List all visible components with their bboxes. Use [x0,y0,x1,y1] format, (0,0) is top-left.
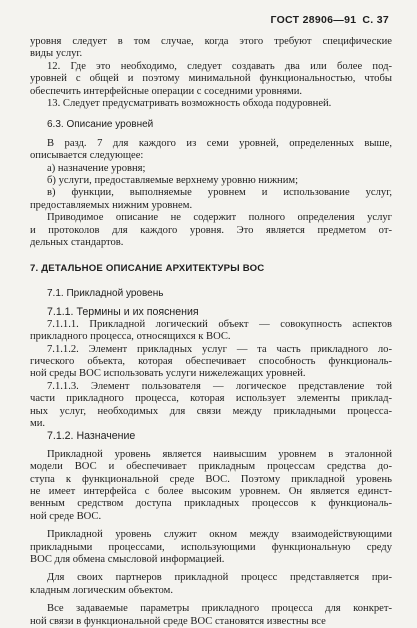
text-line: ной среде ВОС. [30,510,102,522]
text-line: уровней с общей и поэтому минимальной функциональностью, чтобы [30,73,392,85]
text-line: Прикладной уровень служит окном между взаимодействующими [47,529,392,541]
text-line: Для своих партнеров прикладной процесс представляется при- [47,572,392,584]
paragraph [30,150,392,162]
paragraph [30,572,392,584]
text-line: Прикладной уровень является наивысшим уровнем в эталонной [47,448,392,460]
paragraph [30,449,392,461]
text-line: обеспечить интерфейсные операции с соседними уровнями. [30,85,303,97]
text-line: б) услуги, предоставляемые верхнему уровню нижним; [47,175,299,187]
paragraph [30,603,392,615]
text-line: уровня следует в том случае, когда этого требуют специфические [30,36,392,47]
section-heading [30,306,392,318]
text-line: не имеет интерфейса с более высоким уровнем. Он является единст- [30,486,392,497]
paragraph [30,585,392,597]
paragraph [30,393,392,430]
text-line: прикладного процесса, относящихся к ВОС. [30,331,231,343]
text-line: Приводимое описание не содержит полного определения услуг [47,212,392,224]
text-line: модели ВОС и обеспечивает прикладным процессам средства до- [30,461,392,473]
text-line: В разд. 7 для каждого из семи уровней, определенных выше, [47,137,392,149]
page-number: С. 37 [362,14,389,26]
paragraph [30,73,392,98]
text-line: ступа к функциональной среде ВОС. Поэтому прикладной уровень [30,473,392,485]
text-line: дельных стандартов. [30,237,124,249]
text-line: а) назначение уровня; [47,162,146,174]
paragraph [30,381,392,393]
text-line: 7.1.2. Назначение [47,430,136,443]
text-line: ной среды ВОС использовать услуги нижележащих уровней. [30,368,306,380]
spacer [30,275,392,288]
section-heading [30,119,392,131]
text-line: виды услуг. [30,48,83,60]
paragraph [30,98,392,110]
text-line: 6.3. Описание уровней [47,119,154,131]
paragraph [30,187,392,199]
text-line: 13. Следует предусматривать возможность обхода подуровней. [47,98,332,110]
spacer [30,250,392,263]
text-line: 12. Где это необходимо, следует создавать два или более под- [47,60,392,72]
paragraph [30,542,392,567]
text-line: 7.1.1.3. Элемент пользователя — логическое представление той [47,380,392,392]
text-line: ВОС для обмена смысловой информацией. [30,554,225,566]
text-line: части прикладного процесса, которая использует элементы приклад- [30,393,392,405]
text-line: 7.1.1.2. Элемент прикладных услуг — та часть прикладного ло- [47,343,392,355]
paragraph [30,61,392,73]
paragraph [30,344,392,356]
paragraph [30,212,392,224]
text-line: ных услуг, необходимых для связи между прикладными процесса- [30,405,392,417]
chapter-heading [30,263,392,275]
text-line: Все задаваемые параметры прикладного процесса для конкрет- [47,603,392,615]
text-line: ной связи в функциональной среде ВОС становятся известны все [30,615,326,627]
text-line: прикладными процессами, использующими функциональную среду [30,541,392,553]
text-line: предоставляемых нижним уровнем. [30,199,193,211]
text-line: и протоколов для каждого уровня. Это является предметом от- [30,224,392,236]
paragraph [30,36,392,61]
text-line: 7.1. Прикладной уровень [47,287,164,299]
spacer [30,110,392,119]
paragraph [30,319,392,331]
text-line: описывается следующее: [30,150,144,162]
paragraph [30,461,392,523]
text-line: 7. ДЕТАЛЬНОЕ ОПИСАНИЕ АРХИТЕКТУРЫ ВОС [30,262,265,274]
text-line: гического объекта, которая обеспечивает способность функциональ- [30,355,392,367]
paragraph [30,163,392,175]
paragraph [30,225,392,250]
document-body [30,36,392,628]
paragraph [30,331,392,343]
paragraph [30,356,392,381]
text-line: 7.1.1.1. Прикладной логический объект — совокупность аспектов [47,318,392,330]
text-line: ми. [30,417,46,429]
text-line: венным средством доступа прикладных процессов к функциональ- [30,498,392,510]
paragraph [30,616,392,628]
text-line: в) функции, выполняемые уровнем и использование услуг, [47,187,392,199]
page-header [270,14,389,26]
text-line: кладным логическим объектом. [30,584,173,596]
paragraph [30,138,392,150]
paragraph [30,200,392,212]
section-heading [30,430,392,442]
paragraph [30,529,392,541]
section-heading [30,288,392,300]
standard-number: ГОСТ 28906—91 [270,14,357,26]
paragraph [30,175,392,187]
text-line: 7.1.1. Термины и их пояснения [47,306,199,319]
